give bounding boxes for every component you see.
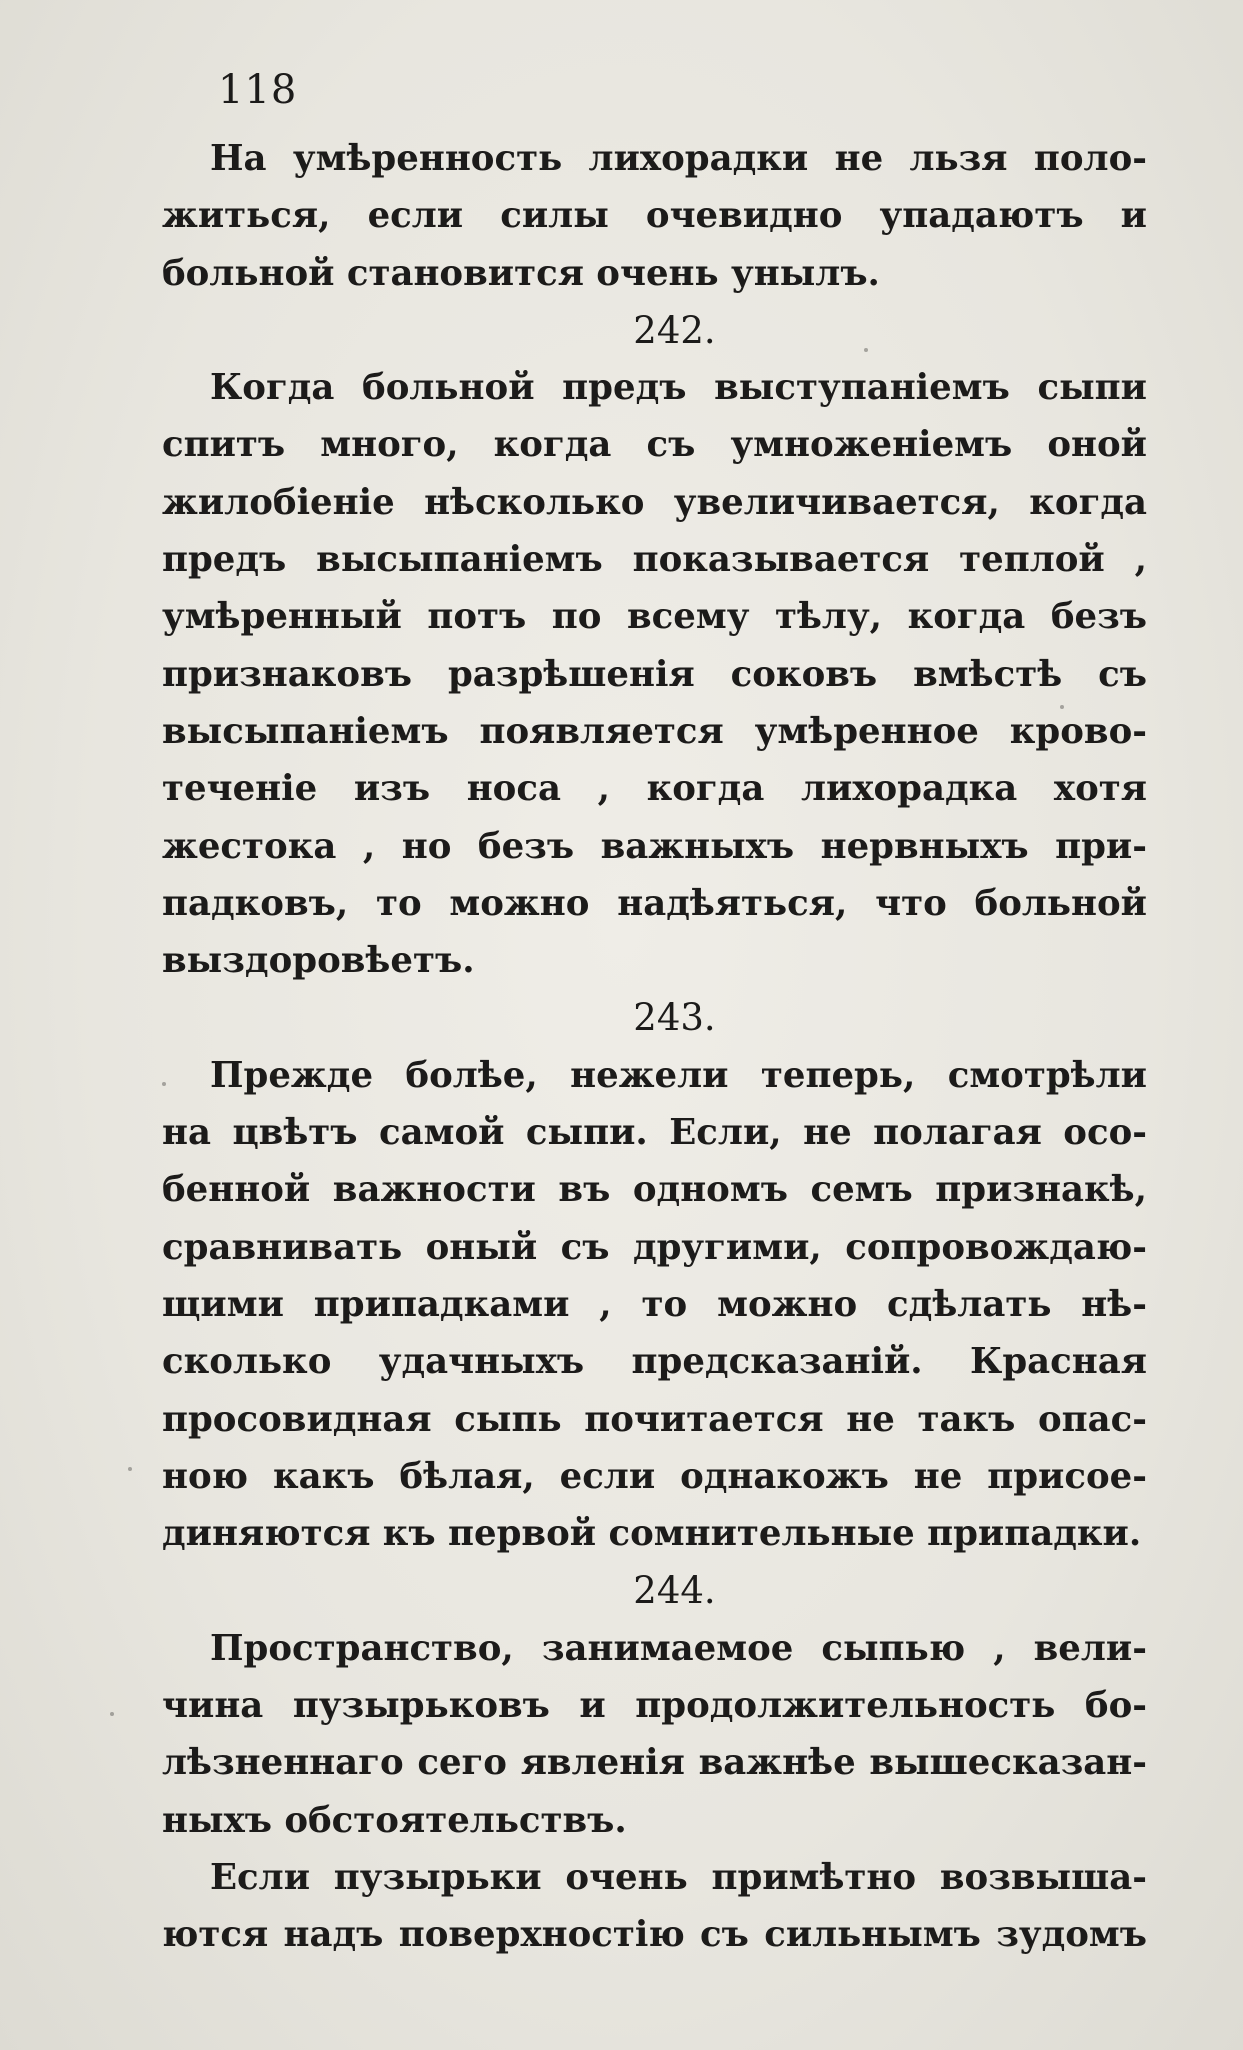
text-line: житься, если силы очевидно упадаютъ и <box>162 195 1147 237</box>
paragraph <box>162 1620 1147 1849</box>
text-line: лѣзненнаго сего явленія важнѣе вышесказан- <box>162 1742 1147 1784</box>
text-line: признаковъ разрѣшенія соковъ вмѣстѣ съ <box>162 653 1147 695</box>
text-line: спитъ много, когда съ умноженіемъ оной <box>162 424 1147 466</box>
section-number: 244. <box>633 1569 716 1613</box>
text-line: чина пузырьковъ и продолжительность бо- <box>162 1685 1147 1727</box>
text-line: умѣренный потъ по всему тѣлу, когда безъ <box>162 596 1147 638</box>
paper-speck <box>864 348 868 352</box>
text-line: ною какъ бѣлая, если однакожъ не присое- <box>162 1455 1147 1497</box>
paper-speck <box>110 1712 114 1716</box>
text-line: щими припадками , то можно сдѣлать нѣ- <box>162 1283 1147 1325</box>
text-line: предъ высыпаніемъ показывается теплой , <box>162 539 1147 581</box>
page-body-text <box>162 130 1147 1964</box>
text-line: на цвѣтъ самой сыпи. Если, не полагая осо- <box>162 1112 1147 1154</box>
section-number: 242. <box>633 308 716 352</box>
paper-speck <box>1060 705 1064 709</box>
text-line: сколько удачныхъ предсказаній. Красная <box>162 1341 1147 1383</box>
text-line: высыпаніемъ появляется умѣренное крово- <box>162 710 1147 752</box>
text-line: ныхъ обстоятельствъ. <box>162 1799 627 1841</box>
text-line: Когда больной предъ выступаніемъ сыпи <box>210 367 1147 409</box>
text-line: диняются къ первой сомнительные припадки. <box>162 1513 1142 1555</box>
page-number: 118 <box>218 67 298 113</box>
text-line: жилобіеніе нѣсколько увеличивается, когда <box>162 481 1147 523</box>
paragraph <box>162 1047 1147 1563</box>
text-line: больной становится очень унылъ. <box>162 252 880 294</box>
text-line: ются надъ поверхностію съ сильнымъ зудомъ <box>162 1914 1147 1956</box>
paragraph <box>162 1849 1147 1964</box>
text-line: Пространство, занимаемое сыпью , вели- <box>210 1627 1147 1669</box>
text-line: На умѣренность лихорадки не льзя поло- <box>210 138 1147 179</box>
text-line: сравнивать оный съ другими, сопровождаю- <box>162 1226 1147 1268</box>
paper-speck <box>162 1082 166 1086</box>
paper-speck <box>128 1467 132 1471</box>
section-number: 243. <box>633 996 716 1040</box>
text-line: бенной важности въ одномъ семъ признакѣ, <box>162 1169 1147 1211</box>
paragraph <box>162 359 1147 989</box>
text-line: Если пузырьки очень примѣтно возвыша- <box>210 1856 1147 1898</box>
text-line: жестока , но безъ важныхъ нервныхъ при- <box>162 825 1147 867</box>
text-line: просовидная сыпь почитается не такъ опас- <box>162 1398 1147 1440</box>
paragraph <box>162 130 1147 302</box>
text-line: теченіе изъ носа , когда лихорадка хотя <box>162 768 1147 810</box>
text-line: падковъ, то можно надѣяться, что больной <box>162 882 1147 924</box>
text-line: выздоровѣетъ. <box>162 940 475 982</box>
text-line: Прежде болѣе, нежели теперь, смотрѣли <box>210 1054 1147 1096</box>
